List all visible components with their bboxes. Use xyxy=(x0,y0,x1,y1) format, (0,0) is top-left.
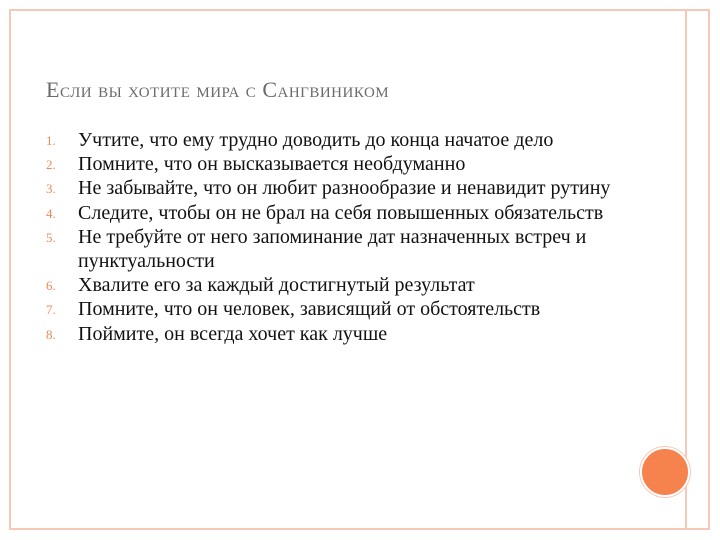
list-item-text: Хвалите его за каждый достигнутый результат xyxy=(78,274,475,297)
list-item-text: Помните, что он высказывается необдуманно xyxy=(78,153,466,176)
list-item-text: Не забывайте, что он любит разнообразие и ненавидит рутину xyxy=(78,177,611,200)
list-item-number: 6. xyxy=(46,278,56,294)
list-item-number: 2. xyxy=(46,157,56,173)
list-item xyxy=(46,225,616,273)
list-item-text: Следите, чтобы он не брал на себя повышенных обязательств xyxy=(78,201,604,224)
numbered-list xyxy=(46,128,616,346)
list-item-number: 8. xyxy=(46,326,56,342)
list-item-number: 1. xyxy=(46,133,56,148)
list-item-number: 5. xyxy=(46,229,56,245)
list-item xyxy=(46,297,616,321)
list-item-number: 7. xyxy=(46,302,56,318)
list-item-text: Не требуйте от него запоминание дат назначенных встреч и пунктуальности xyxy=(78,225,587,273)
list-item xyxy=(46,152,616,176)
list-item xyxy=(46,273,616,297)
accent-circle-icon xyxy=(640,447,690,497)
list-item xyxy=(46,322,616,346)
list-item-text: Поймите, он всегда хочет как лучше xyxy=(78,322,388,345)
list-item xyxy=(46,176,616,200)
list-item-text: Помните, что он человек, зависящий от обстоятельств xyxy=(78,298,541,321)
list-item-number: 4. xyxy=(46,205,56,221)
list-item-text: Учтите, что ему трудно доводить до конца начатое дело xyxy=(78,129,554,151)
list-item xyxy=(46,201,616,225)
slide-title: Если вы хотите мира с Сангвиником xyxy=(46,77,390,102)
list-item xyxy=(46,128,616,152)
list-item-number: 3. xyxy=(46,181,56,197)
frame-divider-line xyxy=(685,9,687,530)
